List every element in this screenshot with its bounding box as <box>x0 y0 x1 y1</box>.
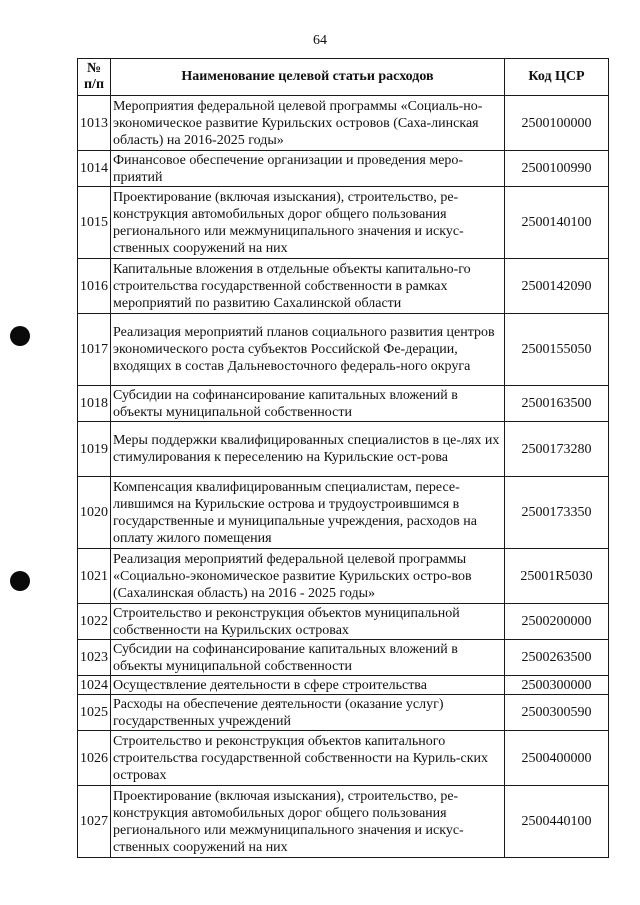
row-name: Меры поддержки квалифицированных специалистов в це-лях их стимулирования к переселению на Курильские ост-рова <box>111 422 505 477</box>
row-number: 1018 <box>78 386 111 422</box>
row-code: 2500300000 <box>505 676 609 695</box>
row-name: Проектирование (включая изыскания), строительство, ре-конструкция автомобильных дорог общего пользования регионального или межмуниципального значения и искус-ственных сооружений на них <box>111 187 505 259</box>
row-name: Осуществление деятельности в сфере строительства <box>111 676 505 695</box>
row-number: 1017 <box>78 314 111 386</box>
row-number: 1027 <box>78 786 111 858</box>
row-name: Капитальные вложения в отдельные объекты капитально-го строительства государственной собственности в рамках мероприятий по развитию Сахалинской области <box>111 259 505 314</box>
table-row <box>78 549 609 604</box>
row-number: 1022 <box>78 604 111 640</box>
row-name: Мероприятия федеральной целевой программы «Социаль-но-экономическое развитие Курильских островов (Саха-линская область) на 2016-2025 годы» <box>111 96 505 151</box>
budget-classification-table <box>77 58 609 858</box>
row-code: 2500155050 <box>505 314 609 386</box>
table-row <box>78 695 609 731</box>
table-row <box>78 151 609 187</box>
row-number: 1013 <box>78 96 111 151</box>
table-row <box>78 386 609 422</box>
row-number: 1016 <box>78 259 111 314</box>
table-header-row <box>78 59 609 96</box>
row-name: Субсидии на софинансирование капитальных вложений в объекты муниципальной собственности <box>111 640 505 676</box>
row-name: Проектирование (включая изыскания), строительство, ре-конструкция автомобильных дорог общего пользования регионального или межмуниципального значения и искус-ственных сооружений на них <box>111 786 505 858</box>
table-row <box>78 676 609 695</box>
row-number: 1014 <box>78 151 111 187</box>
table-row <box>78 604 609 640</box>
row-code: 2500400000 <box>505 731 609 786</box>
row-code: 2500173280 <box>505 422 609 477</box>
row-name: Финансовое обеспечение организации и проведения меро-приятий <box>111 151 505 187</box>
page-number: 64 <box>313 33 327 48</box>
table-row <box>78 187 609 259</box>
row-name: Расходы на обеспечение деятельности (оказание услуг) государственных учреждений <box>111 695 505 731</box>
row-code: 2500163500 <box>505 386 609 422</box>
row-name: Строительство и реконструкция объектов муниципальной собственности на Курильских островах <box>111 604 505 640</box>
table-row <box>78 314 609 386</box>
row-code: 2500100000 <box>505 96 609 151</box>
row-code: 2500263500 <box>505 640 609 676</box>
header-name: Наименование целевой статьи расходов <box>111 59 505 96</box>
row-code: 2500200000 <box>505 604 609 640</box>
row-name: Субсидии на софинансирование капитальных вложений в объекты муниципальной собственности <box>111 386 505 422</box>
row-number: 1025 <box>78 695 111 731</box>
table-row <box>78 477 609 549</box>
row-number: 1024 <box>78 676 111 695</box>
header-code: Код ЦСР <box>505 59 609 96</box>
table-row <box>78 96 609 151</box>
table-row <box>78 422 609 477</box>
table-row <box>78 259 609 314</box>
punch-hole-mark <box>10 326 30 346</box>
row-code: 2500142090 <box>505 259 609 314</box>
row-name: Строительство и реконструкция объектов капитального строительства государственной собственности на Куриль-ских островах <box>111 731 505 786</box>
punch-hole-mark <box>10 571 30 591</box>
table-row <box>78 731 609 786</box>
row-name: Реализация мероприятий планов социального развития центров экономического роста субъектов Российской Фе-дерации, входящих в состав Дальневосточного федераль-ного округа <box>111 314 505 386</box>
header-number: № п/п <box>78 59 111 96</box>
row-name: Реализация мероприятий федеральной целевой программы «Социально-экономическое развитие Курильских остро-вов (Сахалинская область) на 2016 - 2025 годы» <box>111 549 505 604</box>
row-code: 2500100990 <box>505 151 609 187</box>
row-code: 2500300590 <box>505 695 609 731</box>
row-code: 2500140100 <box>505 187 609 259</box>
row-number: 1023 <box>78 640 111 676</box>
row-code: 2500173350 <box>505 477 609 549</box>
row-number: 1019 <box>78 422 111 477</box>
row-code: 2500440100 <box>505 786 609 858</box>
table-row <box>78 640 609 676</box>
row-name: Компенсация квалифицированным специалистам, пересе-лившимся на Курильские острова и трудоустроившимся в государственные и муниципальные учреждения, расходов на оплату жилого помещения <box>111 477 505 549</box>
row-code: 25001R5030 <box>505 549 609 604</box>
table-row <box>78 786 609 858</box>
row-number: 1020 <box>78 477 111 549</box>
row-number: 1015 <box>78 187 111 259</box>
row-number: 1021 <box>78 549 111 604</box>
row-number: 1026 <box>78 731 111 786</box>
